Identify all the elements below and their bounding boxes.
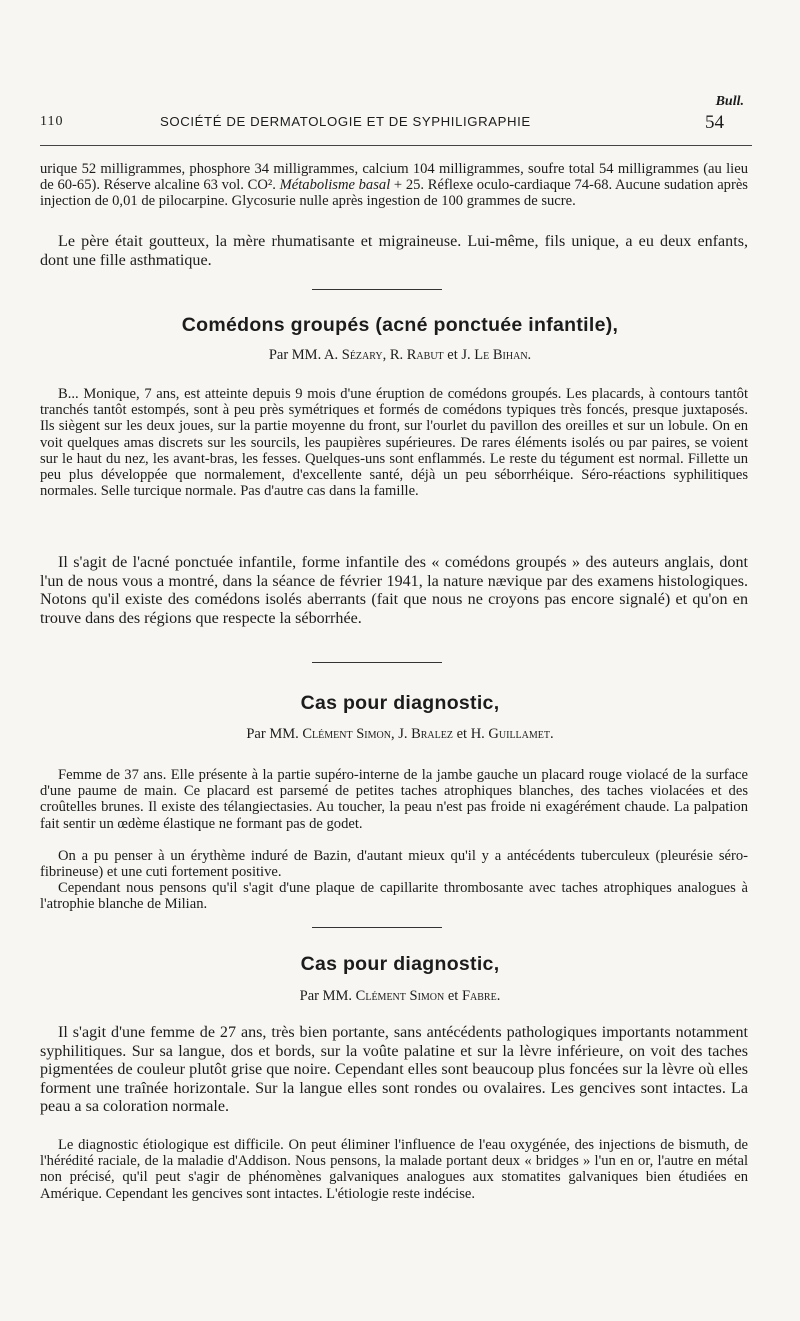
author-name: Guillamet xyxy=(488,726,550,742)
authors-text: et xyxy=(444,988,462,1004)
section-authors xyxy=(40,347,760,364)
author-name: Sézary xyxy=(341,347,383,363)
running-title: SOCIÉTÉ DE DERMATOLOGIE ET DE SYPHILIGRAPHIE xyxy=(160,114,531,129)
authors-text: et J. xyxy=(443,347,475,363)
issue-number: 54 xyxy=(705,112,724,133)
authors-text: , J. xyxy=(390,726,412,742)
section-title: Comédons groupés (acné ponctuée infantile), xyxy=(181,314,619,336)
section-paragraph: Il s'agit de l'acné ponctuée infantile, forme infantile des « comédons groupés » des auteurs anglais, dont l'un de nous vous a montré, dans la séance de février 1941, la nature nævique par des examens histologiques. Notons qu'il existe des comédons isolés aberrants (fait que nous ne croyons pas encore signalé) et qu'on en trouve dans des régions que respecte la séborrhée. xyxy=(40,554,748,627)
author-name: Le Bihan xyxy=(474,347,528,363)
separator xyxy=(312,662,442,663)
running-header xyxy=(40,114,760,136)
section-authors xyxy=(40,988,760,1005)
author-name: Clément Simon xyxy=(302,726,391,742)
author-name: Bralez xyxy=(411,726,453,742)
section-paragraph: Le diagnostic étiologique est difficile. On peut éliminer l'influence de l'eau oxygénée, des injections de bismuth, de l'hérédité raciale, de la maladie d'Addison. Nous pensons, la malade portant deux « bridges » l'un en or, l'autre en métal non précisé, qu'il peut s'agir de phénomènes galvaniques analogues aux stomatites galvaniques bien étudiées en Amérique. Cependant les gencives sont intactes. L'étiologie reste indécise. xyxy=(40,1137,748,1202)
authors-text: Par MM. xyxy=(299,988,356,1004)
authors-text: . xyxy=(527,347,532,363)
journal-abbreviation: Bull. xyxy=(715,94,744,109)
section-paragraph: Il s'agit d'une femme de 27 ans, très bien portante, sans antécédents pathologiques importants notamment syphilitiques. Sur sa langue, dos et bords, sur la voûte palatine et sur la lèvre inférieure, on voit des taches pigmentées de couleur plutôt grise que noire. Cependant elles sont beaucoup plus foncées sur la lèvre où elles forment une traînée horizontale. Sur la langue elles sont rondes ou ovalaires. Les gencives sont intactes. La peau a sa coloration normale. xyxy=(40,1024,748,1116)
authors-text: Par MM. A. xyxy=(268,347,342,363)
header-rule xyxy=(40,145,752,146)
author-name: Rabut xyxy=(406,347,444,363)
intro-text: urique 52 milligrammes, phosphore 34 milligrammes, calcium 104 milligrammes, soufre total 54 milligrammes (au lieu de 60-65). Réserve alcaline 63 vol. CO². xyxy=(40,161,748,194)
section-paragraph: On a pu penser à un érythème induré de Bazin, d'autant mieux qu'il y a antécédents tuberculeux (pleurésie séro-fibrineuse) et une cuti fortement positive. xyxy=(40,848,748,881)
intro-paragraph-1 xyxy=(40,161,748,210)
author-name: Clément Simon xyxy=(355,988,445,1004)
section-authors xyxy=(40,726,760,743)
separator xyxy=(312,927,442,928)
intro-paragraph-2: Le père était goutteux, la mère rhumatisante et migraineuse. Lui-même, fils unique, a eu deux enfants, dont une fille asthmatique. xyxy=(40,233,748,269)
author-name: Fabre xyxy=(461,988,497,1004)
authors-text: . xyxy=(550,726,554,742)
authors-text: , R. xyxy=(382,347,407,363)
intro-text: + 25. Réflexe oculo-cardiaque 74-68. Aucune sudation après injection de 0,01 de pilocarpine. Glycosurie nulle après ingestion de 100 grammes de sucre. xyxy=(40,177,748,210)
section-paragraph: Femme de 37 ans. Elle présente à la partie supéro-interne de la jambe gauche un placard rouge violacé de la surface d'une paume de main. Ce placard est parsemé de petites taches atrophiques blanches, des taches violacées et des croûtelles brunes. Il existe des télangiectasies. Au toucher, la peau n'est pas froide ni exagérément chaude. La palpation fait sentir un œdème élastique ne formant pas de godet. xyxy=(40,767,748,832)
authors-text: Par MM. xyxy=(246,726,303,742)
section-paragraph: B... Monique, 7 ans, est atteinte depuis 9 mois d'une éruption de comédons groupés. Les placards, à contours tantôt tranchés tantôt estompés, sont à peu près symétriques et formés de comédons typiques très foncés, presque juxtaposés. Ils siègent sur les deux joues, sur la partie moyenne du front, sur l'ourlet du pavillon des oreilles et sur un lobule. On en voit quelques amas discrets sur les sourcils, les paupières supérieures. De rares éléments isolés ou par paires, se voient sur le haut du nez, les avant-bras, les fesses. Quelques-uns sont enflammés. Le reste du tégument est normal. Fillette un peu plus développée que normalement, d'excellente santé, déjà un peu séborrhéique. Séro-réactions syphilitiques normales. Selle turcique normale. Pas d'autre cas dans la famille. xyxy=(40,386,748,500)
authors-text: . xyxy=(496,988,501,1004)
separator xyxy=(312,289,442,290)
section-title: Cas pour diagnostic, xyxy=(300,692,500,714)
authors-text: et H. xyxy=(452,726,489,742)
section-title: Cas pour diagnostic, xyxy=(300,953,500,975)
section-paragraph: Cependant nous pensons qu'il s'agit d'une plaque de capillarite thrombosante avec taches atrophiques analogues à l'atrophie blanche de Milian. xyxy=(40,880,748,913)
page-number: 110 xyxy=(40,114,64,129)
intro-italic: Métabolisme basal xyxy=(279,177,391,194)
